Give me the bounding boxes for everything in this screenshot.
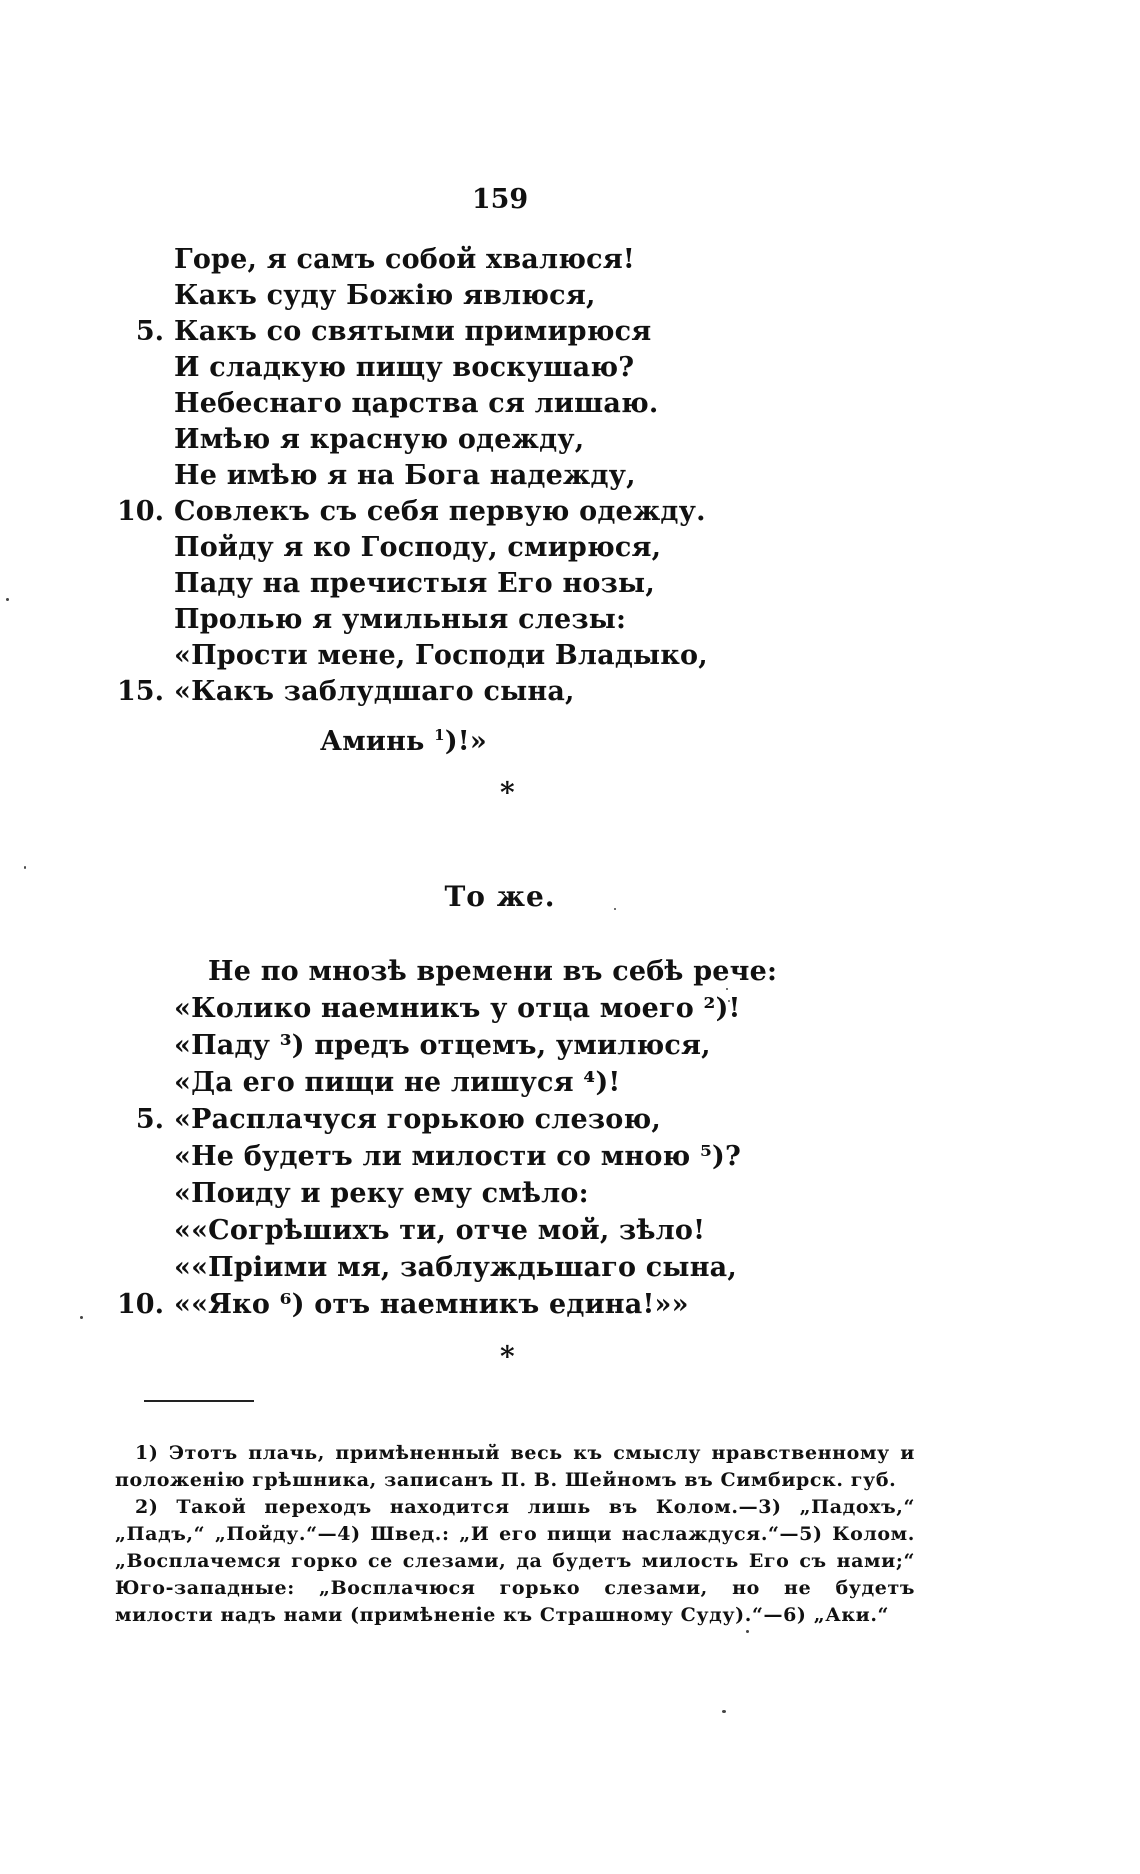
section-title: То же. — [444, 880, 556, 913]
section1-verse-line: Пойду я ко Господу, смирюся, — [174, 532, 662, 563]
scan-speck — [722, 1710, 726, 1713]
footnote-1: 1) Этотъ плачь, примѣненный весь къ смыслу нравственному и положенію грѣшника, записанъ П. В. Шейномъ въ Симбирск. губ. — [115, 1442, 915, 1491]
section1-verse-line: Имѣю я красную одежду, — [174, 424, 585, 455]
scan-speck — [726, 988, 728, 990]
scan-speck — [24, 866, 26, 869]
section1-verse-line: Пролью я умильныя слезы: — [174, 604, 627, 635]
section2-line-number: 10. — [117, 1289, 164, 1320]
section1-line-number: 5. — [135, 316, 164, 347]
section1-verse-line: Совлекъ съ себя первую одежду. — [174, 496, 706, 527]
section2-verse-line: «Поиду и реку ему смѣло: — [174, 1178, 589, 1209]
section1-verse-line: Небеснаго царства ся лишаю. — [174, 388, 659, 419]
amen-word: Аминь — [320, 726, 425, 757]
amen-tail: )!» — [444, 726, 487, 757]
section1-verse-line: Какъ суду Божію явлюся, — [174, 280, 596, 311]
section2-verse-line: «Паду ³) предъ отцемъ, умилюся, — [174, 1030, 711, 1061]
scan-speck — [80, 1316, 83, 1319]
section2-verse-line: Не по мнозѣ времени въ себѣ рече: — [208, 956, 778, 987]
section1-line-number: 15. — [117, 676, 164, 707]
section2-verse-line: ««Яко ⁶) отъ наемникъ едина!»» — [174, 1289, 689, 1320]
section2-line-number: 5. — [135, 1104, 164, 1135]
section1-verse-line: «Какъ заблудшаго сына, — [174, 676, 575, 707]
page-number: 159 — [471, 184, 529, 215]
section2-verse-line: «Да его пищи не лишуся ⁴)! — [174, 1067, 621, 1098]
scan-speck — [6, 598, 9, 601]
section2-verse-line: «Колико наемникъ у отца моего ²)! — [174, 993, 741, 1024]
scan-speck — [614, 908, 616, 910]
section1-verse-line: Паду на пречистыя Его нозы, — [174, 568, 655, 599]
section-divider-asterisk-1: * — [500, 776, 515, 809]
section1-verse-line: Какъ со святыми примирюся — [174, 316, 652, 347]
amen-line — [320, 726, 487, 757]
section1-verse-line: Горе, я самъ собой хвалюся! — [174, 244, 635, 275]
section1-line-number: 10. — [117, 496, 164, 527]
section1-verse-line: «Прости мене, Господи Владыко, — [174, 640, 708, 671]
scan-speck — [746, 1630, 749, 1633]
section2-verse-line: «Расплачуся горькою слезою, — [174, 1104, 661, 1135]
section1-verse-line: И сладкую пищу воскушаю? — [174, 352, 635, 383]
footnote-2: 2) Такой переходъ находится лишь въ Колом.—3) „Падохъ,“ „Падъ,“ „Пойду.“—4) Швед.: „И его пищи наслаждуся.“—5) Колом. „Восплачемся горко се слезами, да будетъ милость Его съ нами;“ Юго-западные: „Восплачюся горько слезами, но не будетъ милости надъ нами (примѣненіе къ Страшному Суду).“—6) „Аки.“ — [115, 1496, 915, 1626]
section-divider-asterisk-2: * — [500, 1340, 515, 1373]
section2-verse-line: ««Пріими мя, заблуждьшаго сына, — [174, 1252, 737, 1283]
footnote-ref-1: 1 — [434, 726, 445, 744]
section2-verse-line: ««Согрѣшихъ ти, отче мой, зѣло! — [174, 1215, 706, 1246]
section1-verse-line: Не имѣю я на Бога надежду, — [174, 460, 636, 491]
section2-verse-line: «Не будетъ ли милости со мною ⁵)? — [174, 1141, 742, 1172]
footnote-separator — [144, 1400, 254, 1402]
